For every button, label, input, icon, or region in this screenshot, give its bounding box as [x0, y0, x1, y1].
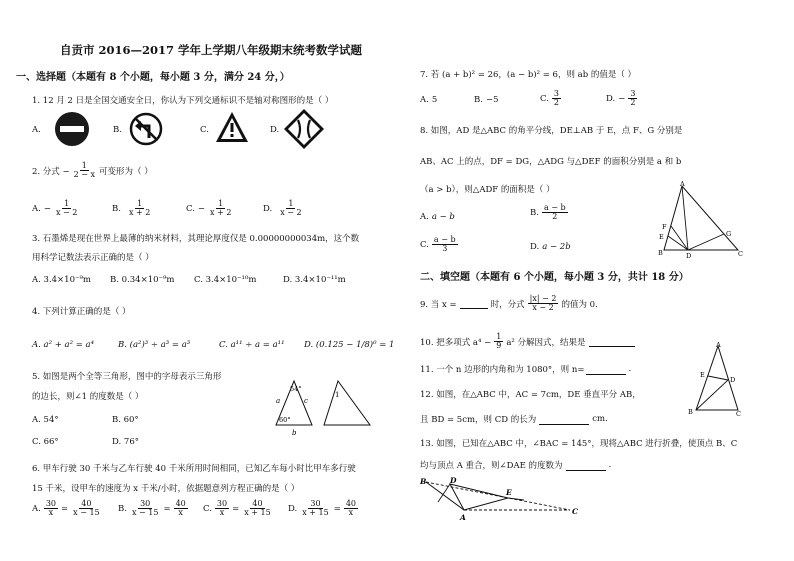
q4-option-a: A. a² + a² = a⁴ [32, 340, 95, 350]
q7-option-b: B. −5 [474, 95, 499, 105]
question-1: 1. 12 月 2 日是全国交通安全日，你认为下列交通标识不是轴对称图形的是（ ） [32, 96, 334, 106]
section-heading-choice: 一、选择题（本题有 8 个小题，每小题 3 分，满分 24 分，） [16, 72, 290, 83]
question-11: 11. 一个 n 边形的内角和为 1080°，则 n= . [420, 364, 632, 375]
fig13-label-b: B [420, 477, 427, 486]
q4-option-b: B. (a²)³ ÷ a³ = a³ [118, 340, 191, 350]
q7-option-c: C. $\frac{3}{2}$ [540, 89, 559, 108]
perpendicular-bisector-figure [686, 340, 746, 418]
question-7: 7. 若 (a + b)² = 26，(a − b)² = 6，则 ab 的值是（ ） [420, 70, 637, 80]
q11-answer-blank[interactable] [586, 364, 626, 375]
fig12-label-e: E [700, 371, 705, 379]
fig8-label-a: A [680, 180, 685, 188]
page-title: 自贡市 2016—2017 学年上学期八年级期末统考数学试题 [60, 43, 363, 57]
fig5-label-c: c [304, 397, 308, 405]
q2-suffix: 可变形为（ ） [99, 166, 153, 177]
q6-option-a: A. $\frac{30}{x}$ = $\frac{40}{x - 15}$ [32, 499, 100, 518]
section-heading-fill: 二、填空题（本题有 6 个小题，每小题 3 分，共计 18 分） [420, 272, 689, 283]
q5-option-d: D. 76° [112, 437, 139, 447]
fig8-label-f: F [662, 223, 667, 231]
question-13-line1: 13. 如图，已知在△ABC 中，∠BAC = 145°，现将△ABC 进行折叠，使顶点 B、C [420, 439, 738, 449]
q8-option-b: B. $\frac{a - b}{2}$ [530, 203, 566, 222]
q1-label-b: B. [113, 125, 122, 135]
q13-answer-blank[interactable] [566, 460, 606, 471]
q5-option-b: B. 60° [112, 415, 139, 425]
q3-option-c: C. 3.4×10⁻¹⁰m [194, 275, 257, 285]
fig8-label-d: D [686, 252, 692, 258]
question-8-line2: AB、AC 上的点，DF = DG，△ADG 与△DEF 的面积分别是 a 和 b [420, 157, 682, 167]
q8-option-c: C. $\frac{a - b}{3}$ [420, 235, 456, 254]
question-6-line2: 15 千米，设甲车的速度为 x 千米/小时，依据题意列方程正确的是（ ） [32, 484, 300, 494]
question-8-line1: 8. 如图，AD 是△ABC 的角平分线，DE⊥AB 于 E，点 F、G 分别是 [420, 126, 683, 136]
q12-answer-blank[interactable] [539, 414, 589, 425]
q2-prefix: 2. 分式 − [32, 166, 70, 177]
no-entry-sign-icon [54, 111, 90, 147]
question-2 [32, 162, 153, 180]
fig13-label-a: A [460, 513, 466, 522]
question-5-line1: 5. 如图是两个全等三角形，图中的字母表示三角形 [32, 372, 222, 382]
question-12-line1: 12. 如图，在△ABC 中，AC = 7cm，DE 垂直平分 AB， [420, 390, 641, 400]
q1-label-c: C. [200, 125, 209, 135]
q1-label-d: D. [270, 125, 280, 135]
q2-option-d: D. $\frac{1}{x - 2}$ [263, 199, 302, 218]
q7-option-d: D. − $\frac{3}{2}$ [606, 89, 636, 108]
question-9: 9. 当 x = 时，分式 $\frac{|x| - 2}{x - 2}$ 的值为 0. [420, 294, 598, 313]
q10-answer-blank[interactable] [589, 336, 635, 347]
fig12-label-d: D [730, 376, 736, 384]
q2-fraction: $\frac{1}{2 - x}$ [73, 161, 96, 180]
q4-option-c: C. a¹¹ ÷ a = a¹¹ [219, 340, 285, 350]
narrow-road-sign-icon [283, 108, 325, 150]
question-6-line1: 6. 甲车行驶 30 千米与乙车行驶 40 千米所用时间相同，已知乙车每小时比甲车多行驶 [32, 464, 356, 474]
q4-option-d: D. (0.125 − 1/8)⁰ = 1 [304, 340, 395, 350]
fig8-label-e: E [659, 233, 664, 241]
q8-option-a: A. a − b [420, 212, 455, 222]
q6-option-c: C. $\frac{30}{x}$ = $\frac{40}{x + 15}$ [203, 499, 271, 518]
q3-option-a: A. 3.4×10⁻⁹m [32, 275, 91, 285]
fig12-label-b: B [688, 408, 693, 416]
fig13-label-c: C [572, 507, 578, 516]
question-4: 4. 下列计算正确的是（ ） [32, 307, 131, 317]
congruent-triangles-figure [268, 375, 380, 437]
fig13-label-e: E [506, 488, 512, 497]
q7-option-a: A. 5 [420, 95, 438, 105]
q2-option-c: C. − $\frac{1}{x + 2}$ [186, 199, 232, 218]
q3-option-b: B. 0.34×10⁻⁹m [110, 275, 175, 285]
q9-answer-blank[interactable] [460, 298, 488, 309]
no-left-turn-sign-icon [129, 112, 163, 146]
q1-label-a: A. [32, 125, 41, 135]
fig5-label-a: a [276, 397, 281, 405]
fig5-angle-60: 60° [279, 416, 291, 424]
q5-option-c: C. 66° [32, 437, 59, 447]
q6-option-b: B. $\frac{30}{x - 15}$ = $\frac{40}{x}$ [118, 499, 186, 518]
q3-option-d: D. 3.4×10⁻¹¹m [283, 275, 346, 285]
q6-option-d: D. $\frac{30}{x + 15}$ = $\frac{40}{x}$ [288, 499, 357, 518]
fig5-angle-1: 1 [335, 391, 340, 399]
q8-option-d: D. a − 2b [530, 242, 571, 252]
fig8-label-b: B [658, 249, 663, 257]
fig8-label-g: G [726, 230, 732, 238]
question-12-line2: 且 BD = 5cm，则 CD 的长为 cm. [420, 414, 608, 425]
q2-option-b: B. $\frac{1}{x + 2}$ [112, 199, 151, 218]
fig13-label-d: D [450, 476, 457, 485]
folded-triangle-figure [420, 474, 580, 524]
question-3-line2: 用科学记数法表示正确的是（ ） [32, 253, 154, 263]
fig5-angle-54: 54° [290, 385, 302, 393]
fig5-label-b: b [292, 429, 297, 437]
fig8-label-c: C [738, 250, 743, 258]
q2-option-a: A. − $\frac{1}{x - 2}$ [32, 199, 78, 218]
question-8-line3: （a > b），则△ADF 的面积是（ ） [420, 185, 555, 195]
question-5-line2: 的边长，则∠1 的度数是（ ） [32, 392, 144, 402]
q5-option-a: A. 54° [32, 415, 59, 425]
fig12-label-a: A [716, 341, 721, 349]
question-13-line2: 均与顶点 A 重合，则∠DAE 的度数为 . [420, 460, 612, 471]
angle-bisector-figure [650, 180, 746, 258]
warning-sign-icon [214, 110, 250, 144]
question-10: 10. 把多项式 a⁴ − $\frac{1}{9}$ a² 分解因式，结果是 [420, 333, 635, 351]
fig12-label-c: C [736, 410, 741, 418]
question-3-line1: 3. 石墨烯是现在世界上最薄的纳米材料，其理论厚度仅是 0.00000000034m，这个数 [32, 234, 360, 244]
